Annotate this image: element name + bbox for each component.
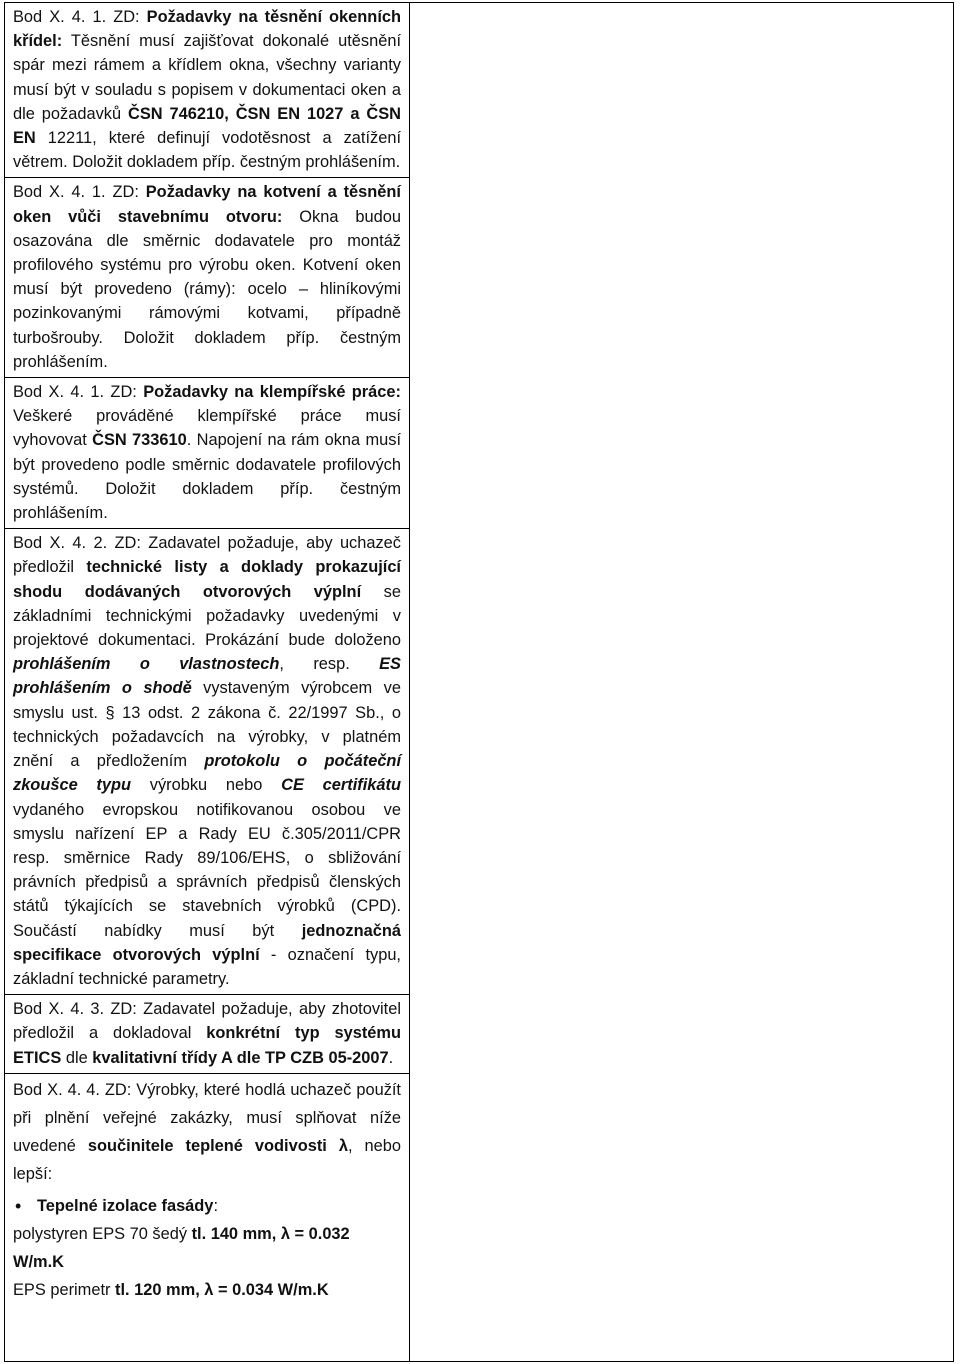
section-tinsmith-work: Bod X. 4. 1. ZD: Požadavky na klempířské práce: Veškeré prováděné klempířské práce musí vyhovovat ČSN 733610. Napojení na rám okna musí být provedeno podle směrnic dodavatele profilových systémů. Doložit dokladem příp. čestným prohlášením. bbox=[5, 378, 409, 529]
section-technical-sheets: Bod X. 4. 2. ZD: Zadavatel požaduje, aby uchazeč předložil technické listy a doklady prokazující shodu dodávaných otvorových výplní se základními technickými požadavky uvedenými v projektové dokumentaci. Prokázání bude doloženo prohlášením o vlastnostech, resp. ES prohlášením o shodě vystaveným výrobcem ve smyslu ust. § 13 odst. 2 zákona č. 22/1997 Sb., o technických požadavcích na výrobky, v platném znění a předložením protokolu o počáteční zkoušce typu výrobku nebo CE certifikátu vydaného evropskou notifikovanou osobou ve smyslu nařízení EP a Rady EU č.305/2011/CPR resp. směrnice Rady 89/106/EHS, o sbližování právních předpisů a správních předpisů členských států týkajících se stavebních výrobků (CPD). Součástí nabídky musí být jednoznačná specifikace otvorových výplní - označení typu, základní technické parametry. bbox=[5, 529, 409, 995]
section-thermal-conductivity: Bod X. 4. 4. ZD: Výrobky, které hodlá uchazeč použít při plnění veřejné zakázky, musí splňovat níže uvedené součinitele teplené vodivosti λ, nebo lepší: • Tepelné izolace fasády: polystyren EPS 70 šedý tl. 140 mm, λ = 0.032 W/m.K EPS perimetr tl. 120 mm, λ = 0.034 W/m.K bbox=[5, 1074, 409, 1307]
section-anchoring: Bod X. 4. 1. ZD: Požadavky na kotvení a těsnění oken vůči stavebnímu otvoru: Okna budou osazována dle směrnic dodavatele pro montáž profilového systému pro výrobu oken. Kotvení oken musí být provedeno (rámy): ocelo – hliníkovými pozinkovanými rámovými kotvami, případně turbošrouby. Doložit dokladem příp. čestným prohlášením. bbox=[5, 178, 409, 378]
section-heading: Požadavky na kotvení a těsnění oken vůči stavebnímu otvoru: bbox=[13, 183, 401, 226]
section-etics: Bod X. 4. 3. ZD: Zadavatel požaduje, aby zhotovitel předložil a dokladoval konkrétní typ systému ETICS dle kvalitativní třídy A dle TP CZB 05-2007. bbox=[5, 995, 409, 1074]
requirements-table bbox=[4, 2, 954, 1362]
insulation-line-perimeter: EPS perimetr tl. 120 mm, λ = 0.034 W/m.K bbox=[13, 1280, 329, 1299]
column-divider bbox=[409, 3, 410, 1361]
section-sealing-sashes: Bod X. 4. 1. ZD: Požadavky na těsnění okenních křídel: Těsnění musí zajišťovat dokonalé utěsnění spár mezi rámem a křídlem okna, všechny varianty musí být v souladu s popisem v dokumentaci oken a dle požadavků ČSN 746210, ČSN EN 1027 a ČSN EN 12211, které definují vodotěsnost a zatížení větrem. Doložit dokladem příp. čestným prohlášením. bbox=[5, 3, 409, 178]
section-heading: Požadavky na těsnění okenních křídel: bbox=[13, 8, 401, 51]
insulation-line-eps70: polystyren EPS 70 šedý tl. 140 mm, λ = 0.032 W/m.K bbox=[13, 1224, 350, 1271]
list-item: • Tepelné izolace fasády: bbox=[37, 1192, 401, 1220]
left-column bbox=[5, 3, 409, 1307]
insulation-list bbox=[13, 1192, 401, 1220]
section-heading: Požadavky na klempířské práce: bbox=[143, 383, 401, 402]
